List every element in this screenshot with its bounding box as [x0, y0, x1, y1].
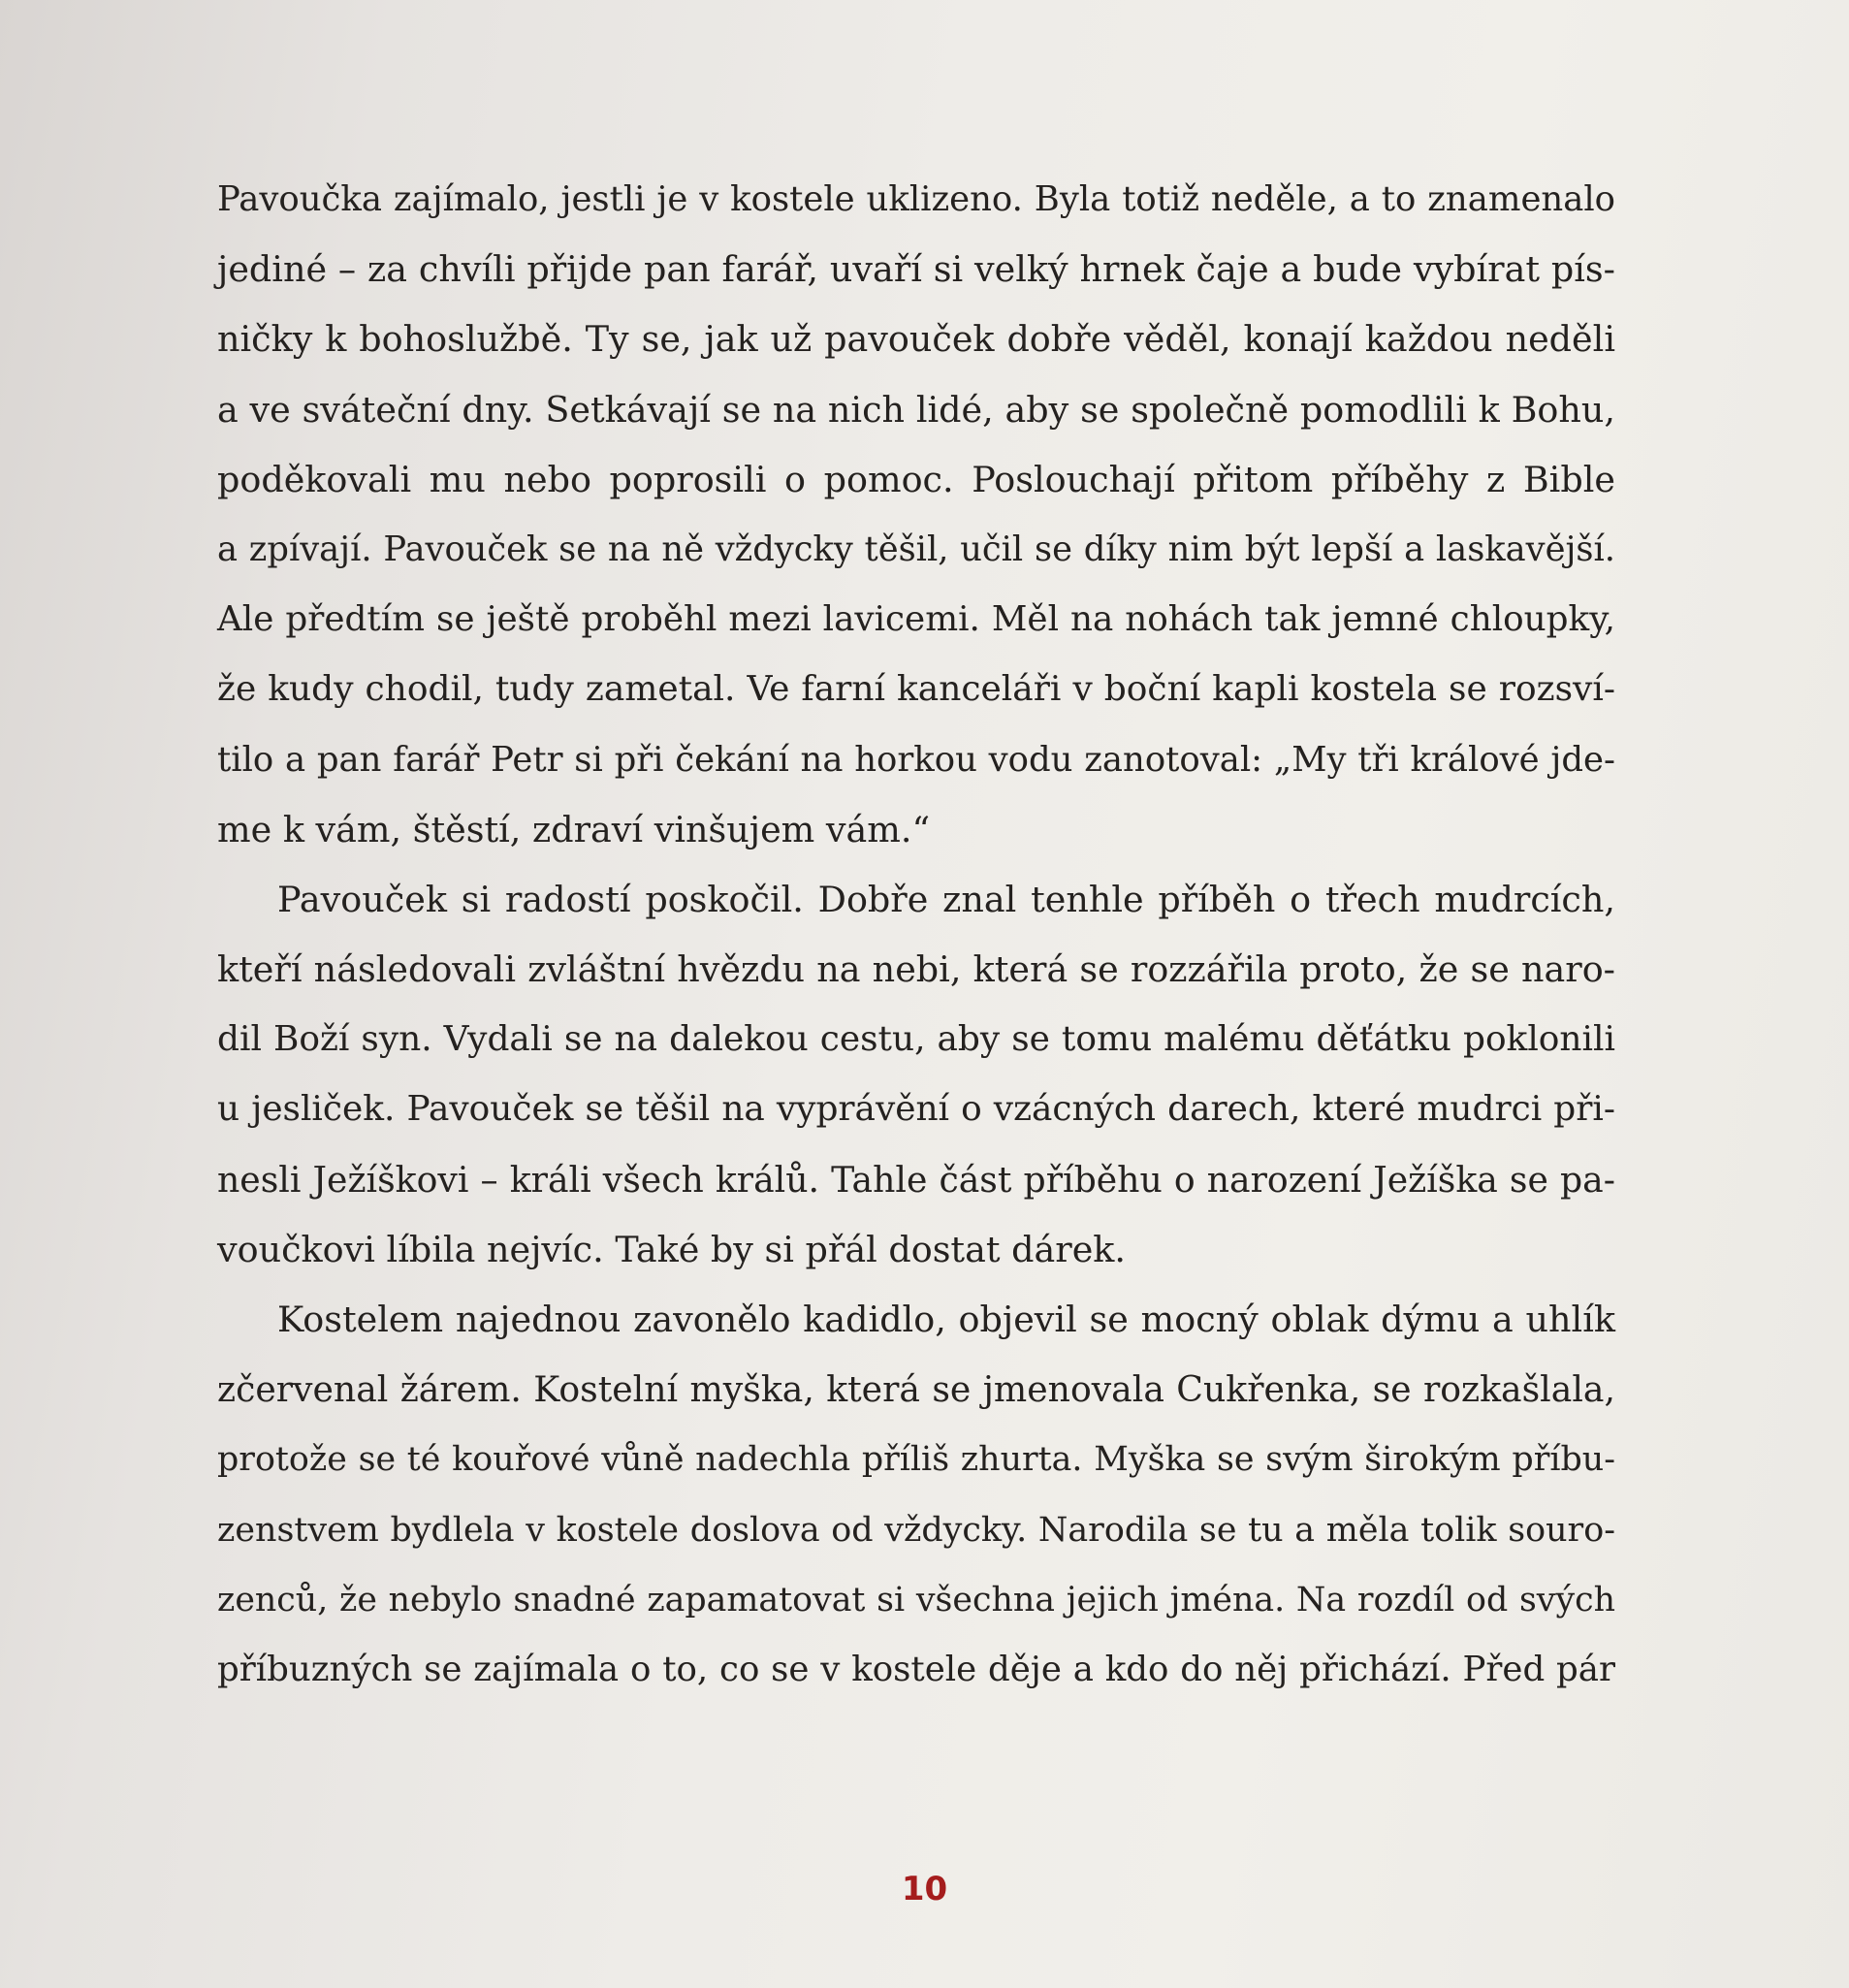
text-line: Pavoučka zajímalo, jestli je v kostele uklizeno. Byla totiž neděle, a to znamenalo — [217, 179, 1615, 219]
text-line: poděkovali mu nebo poprosili o pomoc. Poslouchají přitom příběhy z Bible — [217, 458, 1615, 500]
text-line: zenstvem bydlela v kostele doslova od vždycky. Narodila se tu a měla tolik souro- — [217, 1510, 1615, 1550]
text-line: u jesliček. Pavouček se těšil na vyprávění o vzácných darech, které mudrci při- — [217, 1089, 1615, 1130]
paragraph-2 — [217, 865, 1615, 1285]
text-line: me k vám, štěstí, zdraví vinšujem vám.“ — [217, 808, 931, 850]
text-line: a zpívají. Pavouček se na ně vždycky těšil, učil se díky nim být lepší a laskavější. — [217, 529, 1615, 569]
text-line: voučkovi líbila nejvíc. Také by si přál dostat dárek. — [217, 1228, 1127, 1270]
text-line: Kostelem najednou zavonělo kadidlo, objevil se mocný oblak dýmu a uhlík — [277, 1299, 1615, 1340]
text-line: Ale předtím se ještě proběhl mezi lavicemi. Měl na nohách tak jemné chloupky, — [217, 599, 1615, 640]
text-line: a ve sváteční dny. Setkávají se na nich lidé, aby se společně pomodlili k Bohu, — [217, 388, 1615, 431]
text-line: Pavouček si radostí poskočil. Dobře znal tenhle příběh o třech mudrcích, — [277, 878, 1615, 920]
text-line: ničky k bohoslužbě. Ty se, jak už pavouček dobře věděl, konají každou neděli — [217, 318, 1615, 361]
text-line: příbuzných se zajímala o to, co se v kostele děje a kdo do něj přichází. Před pár — [217, 1649, 1615, 1689]
text-line: nesli Ježíškovi – králi všech králů. Tahle část příběhu o narození Ježíška se pa- — [217, 1158, 1615, 1201]
body-text — [217, 165, 1615, 1705]
text-line: protože se té kouřové vůně nadechla příliš zhurta. Myška se svým širokým příbu- — [217, 1440, 1615, 1480]
paragraph-3 — [217, 1285, 1615, 1705]
text-line: jediné – za chvíli přijde pan farář, uvaří si velký hrnek čaje a bude vybírat pís- — [217, 248, 1615, 291]
text-line: že kudy chodil, tudy zametal. Ve farní kanceláři v boční kapli kostela se rozsví- — [217, 669, 1615, 710]
page-number: 10 — [901, 1870, 948, 1908]
text-line: zenců, že nebylo snadné zapamatovat si všechna jejich jména. Na rozdíl od svých — [217, 1580, 1615, 1619]
paragraph-1 — [217, 165, 1615, 865]
text-line: dil Boží syn. Vydali se na dalekou cestu, aby se tomu malému děťátku poklonili — [217, 1019, 1615, 1060]
text-line: zčervenal žárem. Kostelní myška, která se jmenovala Cukřenka, se rozkašlala, — [217, 1368, 1615, 1411]
text-line: tilo a pan farář Petr si při čekání na horkou vodu zanotoval: „My tři králové jde- — [217, 739, 1615, 780]
text-line: kteří následovali zvláštní hvězdu na nebi, která se rozzářila proto, že se naro- — [217, 948, 1615, 991]
